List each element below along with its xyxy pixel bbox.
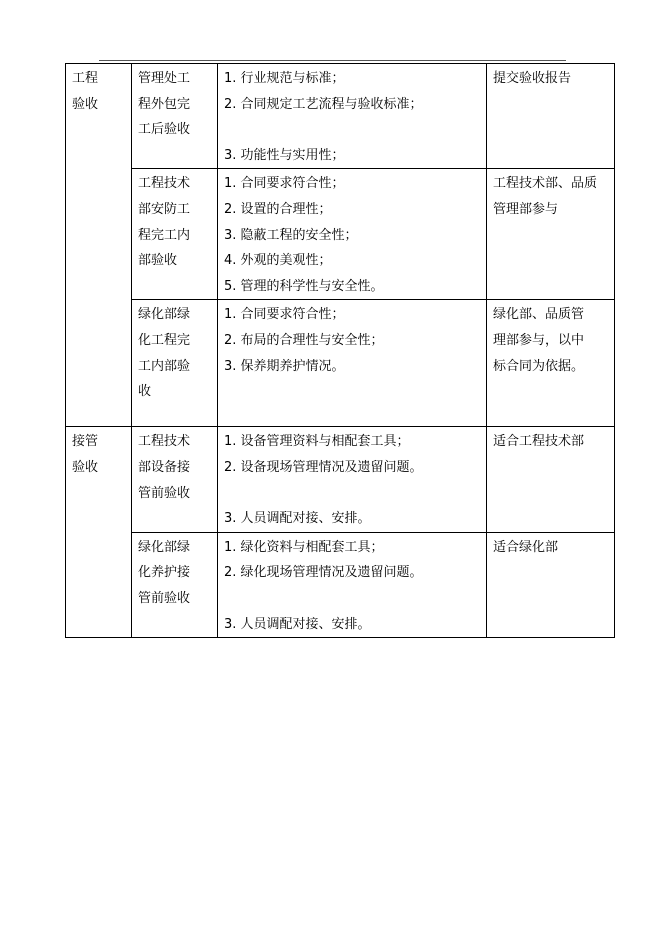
subcategory-cell (132, 300, 218, 427)
table-row (66, 427, 615, 532)
header-rule (99, 60, 566, 61)
criteria-item: 5. 管理的科学性与安全性。 (224, 278, 384, 294)
category-label: 接管验收 (72, 434, 99, 475)
table-row (66, 300, 615, 427)
remark-text: 适合工程技术部 (493, 434, 585, 450)
criteria-item: 3. 保养期养护情况。 (224, 358, 345, 374)
criteria-cell (218, 64, 487, 169)
criteria-item: 2. 绿化现场管理情况及遗留问题。 (224, 565, 423, 581)
criteria-cell (218, 532, 487, 637)
category-label: 工程验收 (72, 71, 99, 112)
subcategory-cell (132, 64, 218, 169)
remark-cell (487, 532, 615, 637)
criteria-cell (218, 300, 487, 427)
remark-text: 工程技术部、品质管理部参与 (493, 176, 598, 217)
subcategory-label: 工程技术部安防工程完工内部验收 (138, 176, 191, 269)
criteria-cell (218, 169, 487, 300)
criteria-item: 4. 外观的美观性； (224, 253, 332, 269)
table-row (66, 532, 615, 637)
remark-text: 提交验收报告 (493, 71, 572, 86)
criteria-gap (224, 481, 480, 507)
criteria-item: 1. 合同要求符合性； (224, 307, 345, 323)
subcategory-cell (132, 427, 218, 532)
remark-cell (487, 64, 615, 169)
category-cell (66, 64, 132, 427)
subcategory-cell (132, 169, 218, 300)
subcategory-label: 绿化部绿化工程完工内部验收 (138, 307, 191, 400)
remark-cell (487, 427, 615, 532)
criteria-item: 3. 隐蔽工程的安全性； (224, 227, 358, 243)
table-row (66, 64, 615, 169)
acceptance-table (65, 63, 615, 638)
criteria-item: 1. 行业规范与标准； (224, 71, 345, 86)
remark-cell (487, 300, 615, 427)
criteria-cell (218, 427, 487, 532)
criteria-gap (224, 586, 480, 612)
table-row (66, 169, 615, 300)
criteria-item: 3. 人员调配对接、安排。 (224, 511, 371, 527)
criteria-item: 2. 设置的合理性； (224, 201, 332, 217)
subcategory-label: 管理处工程外包完工后验收 (138, 71, 191, 138)
criteria-item: 3. 人员调配对接、安排。 (224, 616, 371, 632)
subcategory-label: 工程技术部设备接管前验收 (138, 434, 191, 501)
criteria-item: 3. 功能性与实用性； (224, 147, 345, 163)
remark-cell (487, 169, 615, 300)
criteria-item: 2. 布局的合理性与安全性； (224, 332, 384, 348)
criteria-item: 2. 合同规定工艺流程与验收标准； (224, 96, 423, 112)
subcategory-cell (132, 532, 218, 637)
remark-text: 适合绿化部 (493, 539, 559, 555)
criteria-item: 2. 设备现场管理情况及遗留问题。 (224, 459, 423, 475)
criteria-gap (224, 117, 480, 143)
criteria-item: 1. 合同要求符合性； (224, 176, 345, 192)
subcategory-label: 绿化部绿化养护接管前验收 (138, 539, 191, 606)
criteria-item: 1. 设备管理资料与相配套工具； (224, 434, 410, 450)
category-cell (66, 427, 132, 638)
remark-text: 绿化部、品质管理部参与，以中标合同为依据。 (493, 307, 585, 374)
criteria-item: 1. 绿化资料与相配套工具； (224, 539, 384, 555)
